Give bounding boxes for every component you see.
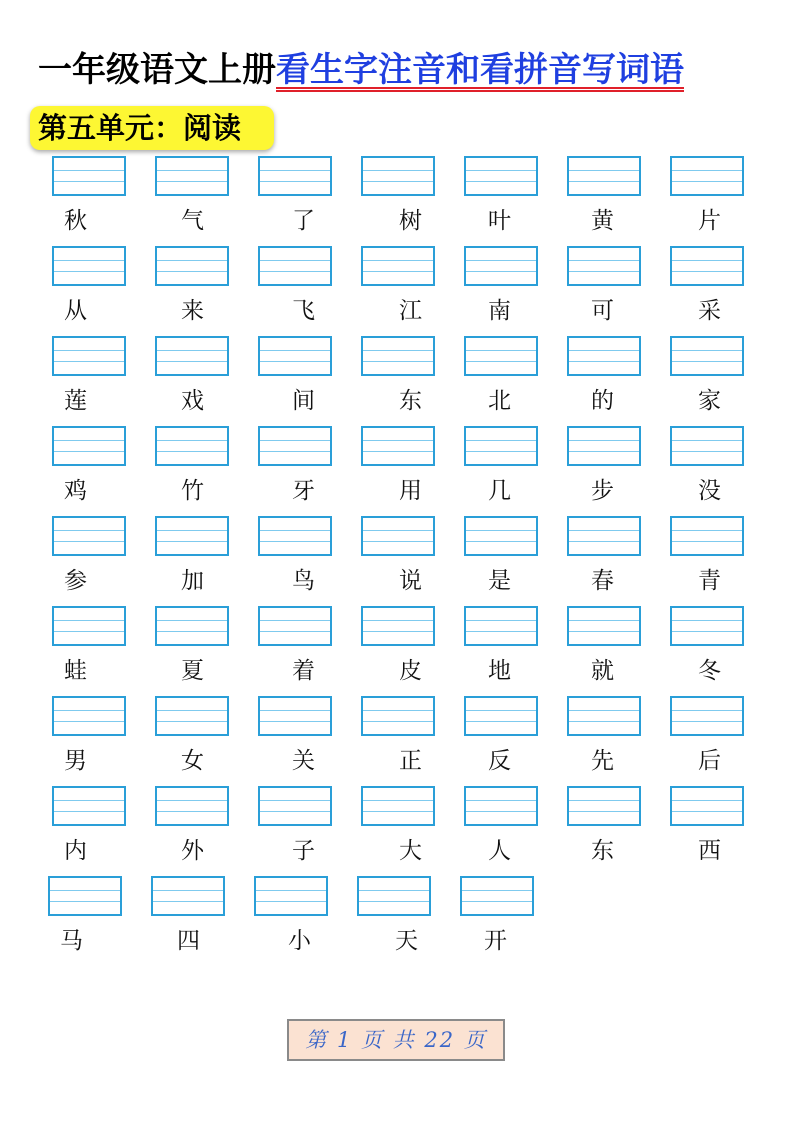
- character-cell: [52, 696, 132, 786]
- hanzi-character: 加: [181, 568, 204, 594]
- character-cell: [258, 336, 338, 426]
- pinyin-writing-box[interactable]: [464, 426, 538, 466]
- hanzi-character: 参: [64, 568, 87, 594]
- hanzi-character: 反: [488, 748, 511, 774]
- pinyin-writing-box[interactable]: [52, 516, 126, 556]
- hanzi-character: 西: [698, 838, 721, 864]
- hanzi-character: 地: [488, 658, 511, 684]
- hanzi-character: 鸟: [292, 568, 315, 594]
- character-cell: [155, 156, 235, 246]
- character-cell: [464, 696, 544, 786]
- character-cell: [361, 156, 441, 246]
- pinyin-writing-box[interactable]: [151, 876, 225, 916]
- pinyin-writing-box[interactable]: [464, 156, 538, 196]
- hanzi-character: 片: [698, 208, 721, 234]
- pinyin-writing-box[interactable]: [567, 426, 641, 466]
- hanzi-character: 开: [484, 928, 507, 954]
- hanzi-character: 的: [591, 388, 614, 414]
- character-cell: [567, 246, 647, 336]
- character-cell: [464, 606, 544, 696]
- hanzi-character: 可: [591, 298, 614, 324]
- pinyin-writing-box[interactable]: [567, 606, 641, 646]
- hanzi-character: 几: [488, 478, 511, 504]
- hanzi-character: 没: [698, 478, 721, 504]
- pinyin-writing-box[interactable]: [52, 786, 126, 826]
- character-cell: [670, 156, 750, 246]
- character-cell: [670, 786, 750, 876]
- hanzi-character: 蛙: [64, 658, 87, 684]
- character-cell: [155, 426, 235, 516]
- pinyin-writing-box[interactable]: [361, 426, 435, 466]
- pinyin-writing-box[interactable]: [361, 606, 435, 646]
- character-cell: [258, 246, 338, 336]
- hanzi-character: 鸡: [64, 478, 87, 504]
- pinyin-writing-box[interactable]: [155, 786, 229, 826]
- character-cell: [361, 786, 441, 876]
- hanzi-character: 气: [181, 208, 204, 234]
- pinyin-writing-box[interactable]: [670, 336, 744, 376]
- character-cell: [361, 516, 441, 606]
- pinyin-writing-box[interactable]: [52, 246, 126, 286]
- hanzi-character: 先: [591, 748, 614, 774]
- character-cell: [52, 516, 132, 606]
- character-cell: [258, 426, 338, 516]
- pinyin-writing-box[interactable]: [464, 336, 538, 376]
- unit-tag: 第五单元：阅读: [30, 106, 274, 150]
- pinyin-writing-box[interactable]: [155, 426, 229, 466]
- hanzi-character: 冬: [698, 658, 721, 684]
- hanzi-character: 皮: [399, 658, 422, 684]
- character-cell: [567, 696, 647, 786]
- hanzi-character: 就: [591, 658, 614, 684]
- hanzi-character: 戏: [181, 388, 204, 414]
- hanzi-character: 树: [399, 208, 422, 234]
- hanzi-character: 竹: [181, 478, 204, 504]
- character-cell: [155, 606, 235, 696]
- hanzi-character: 东: [591, 838, 614, 864]
- pinyin-writing-box[interactable]: [52, 156, 126, 196]
- pinyin-writing-box[interactable]: [258, 786, 332, 826]
- character-cell: [567, 786, 647, 876]
- hanzi-character: 关: [292, 748, 315, 774]
- pinyin-writing-box[interactable]: [567, 246, 641, 286]
- pinyin-writing-box[interactable]: [155, 516, 229, 556]
- character-cell: [567, 156, 647, 246]
- hanzi-character: 江: [399, 298, 422, 324]
- hanzi-character: 是: [488, 568, 511, 594]
- hanzi-character: 间: [292, 388, 315, 414]
- character-cell: [52, 156, 132, 246]
- pinyin-writing-box[interactable]: [567, 786, 641, 826]
- pinyin-writing-box[interactable]: [567, 336, 641, 376]
- character-cell: [464, 156, 544, 246]
- character-cell: [155, 786, 235, 876]
- pinyin-writing-box[interactable]: [361, 156, 435, 196]
- pinyin-writing-box[interactable]: [670, 246, 744, 286]
- pinyin-writing-box[interactable]: [155, 246, 229, 286]
- character-cell: [254, 876, 334, 966]
- pinyin-writing-box[interactable]: [361, 786, 435, 826]
- pinyin-writing-box[interactable]: [464, 516, 538, 556]
- pinyin-writing-box[interactable]: [258, 156, 332, 196]
- pinyin-writing-box[interactable]: [254, 876, 328, 916]
- hanzi-character: 用: [399, 478, 422, 504]
- pinyin-writing-box[interactable]: [258, 426, 332, 466]
- hanzi-character: 莲: [64, 388, 87, 414]
- character-cell: [361, 696, 441, 786]
- hanzi-character: 东: [399, 388, 422, 414]
- title-highlight: 看生字注音和看拼音写词语: [276, 50, 684, 90]
- pinyin-writing-box[interactable]: [464, 246, 538, 286]
- page-number-footer: 第 1 页 共 22 页: [287, 1019, 505, 1061]
- character-cell: [357, 876, 437, 966]
- pinyin-writing-box[interactable]: [670, 786, 744, 826]
- pinyin-writing-box[interactable]: [361, 246, 435, 286]
- pinyin-writing-box[interactable]: [361, 336, 435, 376]
- pinyin-writing-box[interactable]: [567, 696, 641, 736]
- character-cell: [155, 516, 235, 606]
- pinyin-writing-box[interactable]: [52, 426, 126, 466]
- character-cell: [361, 426, 441, 516]
- pinyin-writing-box[interactable]: [670, 516, 744, 556]
- pinyin-writing-box[interactable]: [464, 696, 538, 736]
- character-cell: [258, 786, 338, 876]
- pinyin-writing-box[interactable]: [258, 336, 332, 376]
- character-cell: [361, 246, 441, 336]
- pinyin-writing-box[interactable]: [52, 336, 126, 376]
- hanzi-character: 小: [288, 928, 311, 954]
- pinyin-writing-box[interactable]: [361, 696, 435, 736]
- pinyin-writing-box[interactable]: [670, 156, 744, 196]
- hanzi-character: 子: [292, 838, 315, 864]
- hanzi-character: 南: [488, 298, 511, 324]
- pinyin-writing-box[interactable]: [258, 516, 332, 556]
- character-cell: [155, 336, 235, 426]
- character-cell: [567, 336, 647, 426]
- hanzi-character: 飞: [292, 298, 315, 324]
- pinyin-writing-box[interactable]: [258, 246, 332, 286]
- hanzi-character: 叶: [488, 208, 511, 234]
- pinyin-writing-box[interactable]: [155, 696, 229, 736]
- character-cell: [464, 516, 544, 606]
- character-cell: [151, 876, 231, 966]
- hanzi-character: 着: [292, 658, 315, 684]
- pinyin-writing-box[interactable]: [464, 606, 538, 646]
- hanzi-character: 女: [181, 748, 204, 774]
- hanzi-character: 从: [64, 298, 87, 324]
- character-cell: [567, 606, 647, 696]
- pinyin-writing-box[interactable]: [670, 606, 744, 646]
- hanzi-character: 春: [591, 568, 614, 594]
- pinyin-writing-box[interactable]: [567, 156, 641, 196]
- pinyin-writing-box[interactable]: [670, 426, 744, 466]
- pinyin-writing-box[interactable]: [567, 516, 641, 556]
- character-cell: [464, 426, 544, 516]
- character-cell: [670, 246, 750, 336]
- hanzi-character: 外: [181, 838, 204, 864]
- character-cell: [52, 426, 132, 516]
- character-cell: [52, 606, 132, 696]
- hanzi-character: 后: [698, 748, 721, 774]
- hanzi-character: 北: [488, 388, 511, 414]
- pinyin-writing-box[interactable]: [464, 786, 538, 826]
- character-cell: [52, 246, 132, 336]
- hanzi-character: 大: [399, 838, 422, 864]
- hanzi-character: 四: [177, 928, 200, 954]
- pinyin-writing-box[interactable]: [155, 336, 229, 376]
- pinyin-writing-box[interactable]: [460, 876, 534, 916]
- character-cell: [258, 516, 338, 606]
- character-cell: [361, 606, 441, 696]
- character-cell: [258, 606, 338, 696]
- character-cell: [52, 336, 132, 426]
- character-cell: [567, 426, 647, 516]
- character-cell: [464, 336, 544, 426]
- hanzi-character: 正: [399, 748, 422, 774]
- hanzi-character: 了: [292, 208, 315, 234]
- pinyin-writing-box[interactable]: [357, 876, 431, 916]
- hanzi-character: 说: [399, 568, 422, 594]
- character-cell: [670, 696, 750, 786]
- hanzi-character: 天: [395, 928, 418, 954]
- character-cell: [48, 876, 128, 966]
- hanzi-character: 内: [64, 838, 87, 864]
- pinyin-writing-box[interactable]: [155, 606, 229, 646]
- pinyin-writing-box[interactable]: [361, 516, 435, 556]
- hanzi-character: 来: [181, 298, 204, 324]
- pinyin-writing-box[interactable]: [52, 696, 126, 736]
- character-cell: [464, 246, 544, 336]
- character-cell: [52, 786, 132, 876]
- hanzi-character: 马: [60, 928, 83, 954]
- hanzi-character: 夏: [181, 658, 204, 684]
- character-cell: [464, 786, 544, 876]
- pinyin-writing-box[interactable]: [155, 156, 229, 196]
- hanzi-character: 采: [698, 298, 721, 324]
- hanzi-character: 男: [64, 748, 87, 774]
- character-cell: [460, 876, 540, 966]
- hanzi-character: 秋: [64, 208, 87, 234]
- pinyin-writing-box[interactable]: [48, 876, 122, 916]
- hanzi-character: 人: [488, 838, 511, 864]
- character-cell: [258, 156, 338, 246]
- character-cell: [670, 426, 750, 516]
- pinyin-writing-box[interactable]: [52, 606, 126, 646]
- hanzi-character: 家: [698, 388, 721, 414]
- character-cell: [670, 336, 750, 426]
- character-cell: [361, 336, 441, 426]
- title-main: 一年级语文上册: [38, 50, 276, 90]
- character-cell: [670, 516, 750, 606]
- character-cell: [670, 606, 750, 696]
- pinyin-writing-box[interactable]: [670, 696, 744, 736]
- hanzi-character: 牙: [292, 478, 315, 504]
- character-cell: [567, 516, 647, 606]
- hanzi-character: 步: [591, 478, 614, 504]
- pinyin-writing-box[interactable]: [258, 606, 332, 646]
- pinyin-writing-box[interactable]: [258, 696, 332, 736]
- character-cell: [155, 246, 235, 336]
- hanzi-character: 黄: [591, 208, 614, 234]
- character-cell: [258, 696, 338, 786]
- character-cell: [155, 696, 235, 786]
- hanzi-character: 青: [698, 568, 721, 594]
